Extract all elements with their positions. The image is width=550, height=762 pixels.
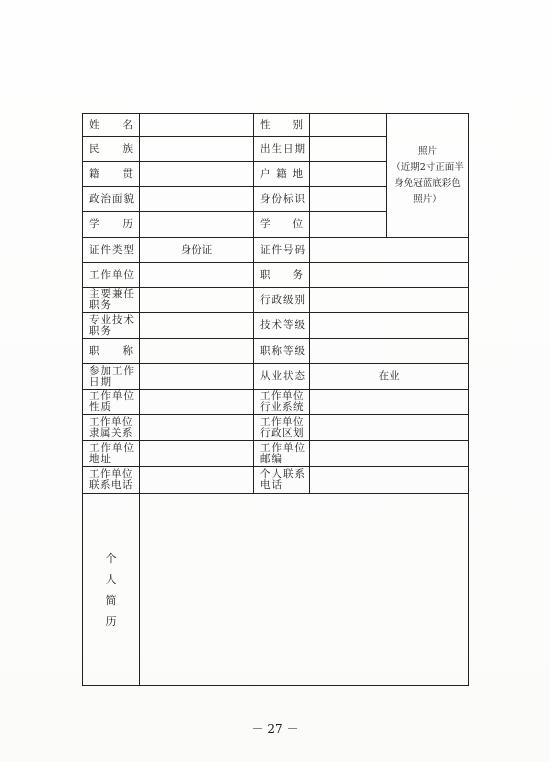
identity-field[interactable] (310, 187, 386, 211)
employment-status-value[interactable]: 在业 (378, 370, 400, 382)
table-border-right (468, 113, 469, 686)
political-label: 政治面貌 (89, 192, 135, 205)
unit-nature-field[interactable] (140, 390, 253, 414)
position-label (254, 263, 309, 287)
unit-affiliation-field[interactable] (140, 415, 253, 440)
unit-address-field[interactable] (140, 441, 253, 466)
name-label (83, 114, 139, 136)
personal-phone-field[interactable] (310, 467, 468, 493)
unit-affiliation-label (83, 415, 139, 440)
label-line: 性质 (89, 401, 112, 413)
table-border-bottom (82, 685, 469, 686)
tech-level-field[interactable] (310, 313, 468, 338)
label-char: 性 (260, 118, 271, 131)
tech-level-label: 技术等级 (260, 319, 306, 331)
label-char: 职 (89, 344, 100, 357)
id-type-label: 证件类型 (89, 243, 135, 256)
hukou-label (254, 162, 309, 186)
unit-nature-label (83, 390, 139, 414)
concurrent-label (83, 288, 139, 312)
work-unit-label: 工作单位 (89, 268, 135, 281)
label-char: 历 (105, 614, 117, 628)
label-char: 务 (292, 268, 303, 281)
label-char: 籍 (276, 167, 287, 180)
unit-phone-label (83, 467, 139, 493)
label-line: 职务 (89, 299, 112, 311)
tech-post-field[interactable] (140, 313, 253, 338)
resume-field[interactable] (140, 494, 468, 685)
label-char: 族 (122, 142, 133, 155)
label-line: 工作单位 (89, 468, 133, 480)
admin-level-field[interactable] (310, 288, 468, 312)
birthdate-field[interactable] (310, 137, 386, 161)
hukou-field[interactable] (310, 162, 386, 186)
photo-note: （近期2寸正面半身免冠蓝底彩色照片） (391, 161, 464, 205)
label-line: 联系电话 (89, 479, 133, 491)
registration-form-table (82, 113, 469, 686)
photo-box[interactable] (387, 114, 468, 237)
label-line: 工作单位 (89, 390, 135, 402)
work-unit-field[interactable] (140, 263, 253, 287)
political-field[interactable] (140, 187, 253, 211)
label-line: 地址 (89, 452, 112, 465)
title-field[interactable] (140, 339, 253, 363)
title-label (83, 339, 139, 363)
label-char: 姓 (89, 118, 100, 131)
education-label (83, 212, 139, 237)
label-line: 工作单位 (89, 441, 135, 454)
unit-region-field[interactable] (310, 415, 468, 440)
employment-status-label: 从业状态 (260, 370, 306, 382)
native-place-label (83, 162, 139, 186)
degree-label (254, 212, 309, 237)
native-place-field[interactable] (140, 162, 253, 186)
label-char: 学 (260, 218, 271, 230)
label-line: 行政区划 (260, 426, 304, 439)
label-line: 电话 (260, 479, 283, 491)
unit-industry-field[interactable] (310, 390, 468, 414)
unit-phone-field[interactable] (140, 467, 253, 493)
work-date-field[interactable] (140, 364, 253, 389)
label-line: 专业技术 (89, 313, 135, 326)
label-char: 名 (122, 118, 133, 131)
label-line: 个人联系 (260, 468, 306, 480)
title-level-field[interactable] (310, 339, 468, 363)
label-char: 地 (292, 167, 303, 180)
unit-postcode-field[interactable] (310, 441, 468, 466)
id-number-field[interactable] (310, 238, 468, 262)
concurrent-field[interactable] (140, 288, 253, 312)
tech-post-label (83, 313, 139, 338)
label-line: 工作单位 (260, 441, 306, 454)
label-char: 学 (89, 218, 100, 230)
unit-address-label (83, 441, 139, 466)
admin-level-label: 行政级别 (260, 293, 306, 306)
label-line: 日期 (89, 375, 112, 388)
personal-phone-label (254, 467, 309, 493)
gender-field[interactable] (310, 114, 386, 136)
label-char: 历 (122, 218, 133, 230)
label-char: 位 (292, 218, 303, 230)
position-field[interactable] (310, 263, 468, 287)
label-line: 行业系统 (260, 401, 304, 413)
label-char: 职 (260, 268, 271, 281)
unit-region-label (254, 415, 309, 440)
education-field[interactable] (140, 212, 253, 237)
label-line: 主要兼任 (89, 288, 135, 300)
label-line: 隶属关系 (89, 426, 133, 439)
label-char: 籍 (89, 167, 100, 180)
label-char: 简 (105, 593, 117, 607)
ethnicity-label (83, 137, 139, 161)
birthdate-label: 出生日期 (260, 142, 306, 155)
label-char: 称 (122, 344, 133, 357)
identity-label: 身份标识 (260, 192, 306, 205)
work-date-label (83, 364, 139, 389)
gender-label (254, 114, 309, 136)
name-field[interactable] (140, 114, 253, 136)
label-char: 个 (105, 551, 117, 565)
label-line: 工作单位 (260, 390, 304, 402)
id-type-value[interactable]: 身份证 (180, 243, 213, 256)
label-char: 户 (260, 167, 271, 180)
label-line: 邮编 (260, 452, 283, 465)
id-number-label: 证件号码 (260, 243, 306, 256)
label-char: 贯 (122, 167, 133, 180)
label-line: 工作单位 (89, 415, 133, 428)
ethnicity-field[interactable] (140, 137, 253, 161)
label-char: 人 (105, 572, 117, 586)
degree-field[interactable] (310, 212, 386, 237)
title-level-label: 职称等级 (260, 344, 306, 357)
unit-postcode-label (254, 441, 309, 466)
resume-label (83, 494, 139, 685)
page-number: － 27 － (251, 722, 299, 736)
label-line: 工作单位 (260, 415, 304, 428)
photo-title: 照片 (417, 145, 437, 157)
label-line: 职务 (89, 324, 112, 337)
label-char: 民 (89, 142, 100, 155)
label-line: 参加工作 (89, 364, 135, 377)
unit-industry-label (254, 390, 309, 414)
label-char: 别 (292, 118, 303, 131)
